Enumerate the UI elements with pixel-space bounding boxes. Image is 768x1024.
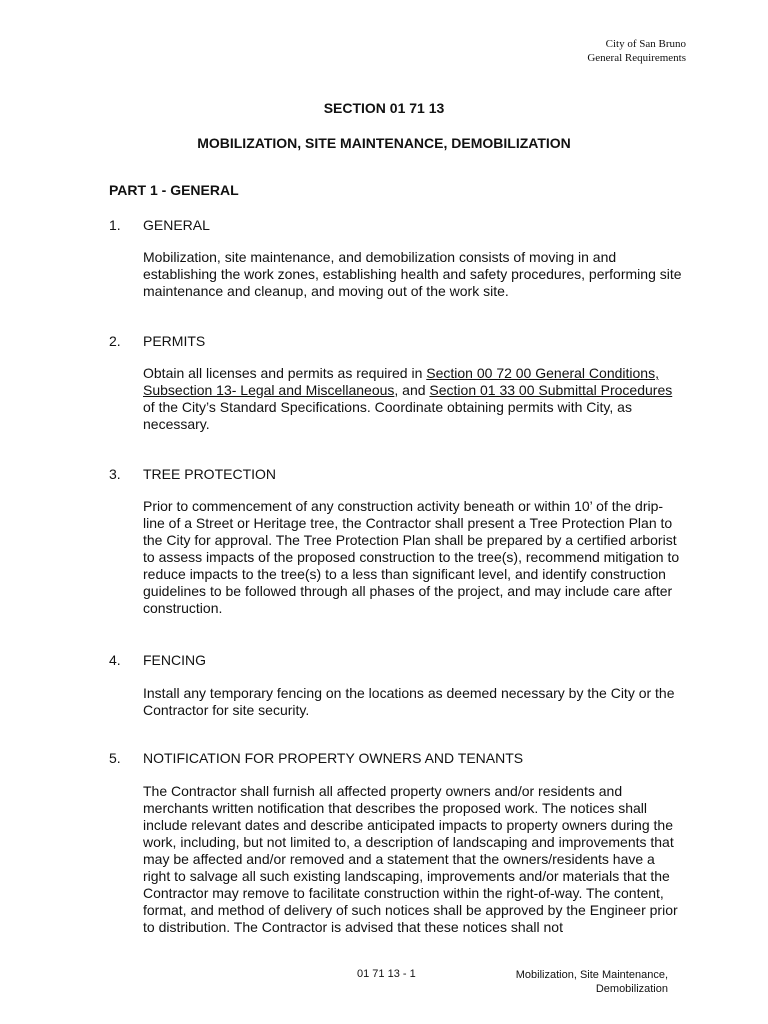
item-title: TREE PROTECTION bbox=[143, 466, 277, 482]
item-title: FENCING bbox=[143, 652, 206, 668]
item-number: 3. bbox=[109, 466, 121, 482]
permits-text-c: of the City’s Standard Specifications. Coordinate obtaining permits with City, as necessary. bbox=[143, 399, 632, 432]
item-heading-notification bbox=[109, 750, 523, 766]
item-title: GENERAL bbox=[143, 217, 210, 233]
footer-title-line1: Mobilization, Site Maintenance, bbox=[515, 969, 668, 981]
item-heading-tree-protection bbox=[109, 466, 276, 482]
item-heading-general bbox=[109, 217, 210, 233]
permits-text-a: Obtain all licenses and permits as required in bbox=[143, 365, 427, 381]
item-number: 2. bbox=[109, 333, 121, 349]
item-paragraph-notification: The Contractor shall furnish all affected property owners and/or residents and merchants written notification that describes the proposed work. The notices shall include relevant dates and describe anticipated impacts to property owners during the work, including, but not limited to, a description of landscaping and improvements that may be affected and/or removed and a statement that the owners/residents have a right to salvage all such existing landscaping, improvements and/or materials that the Contractor may remove to facilitate construction within the right-of-way. The content, format, and method of delivery of such notices shall be approved by the Engineer prior to distribution. The Contractor is advised that these notices shall not bbox=[143, 783, 678, 935]
footer-section-code: 01 71 13 - 1 bbox=[357, 968, 416, 980]
header-subtitle: General Requirements bbox=[587, 52, 686, 64]
general-conditions-link[interactable]: Section 00 72 00 General Conditions, Subsection 13- Legal and Miscellaneous bbox=[143, 365, 659, 398]
header-city: City of San Bruno bbox=[605, 38, 686, 50]
item-paragraph-general: Mobilization, site maintenance, and demobilization consists of moving in and establishing the work zones, establishing health and safety procedures, performing site maintenance and cleanup, and moving out of the work site. bbox=[143, 249, 682, 299]
section-title: MOBILIZATION, SITE MAINTENANCE, DEMOBILIZATION bbox=[197, 135, 571, 151]
section-number: SECTION 01 71 13 bbox=[323, 100, 445, 116]
submittal-procedures-link[interactable]: Section 01 33 00 Submittal Procedures bbox=[429, 382, 673, 398]
page-header bbox=[587, 37, 686, 65]
item-number: 1. bbox=[109, 217, 121, 233]
item-paragraph-fencing: Install any temporary fencing on the locations as deemed necessary by the City or the Contractor for site security. bbox=[143, 685, 675, 718]
item-title: PERMITS bbox=[143, 333, 206, 349]
item-paragraph-tree-protection: Prior to commencement of any construction activity beneath or within 10’ of the drip-line of a Street or Heritage tree, the Contractor shall present a Tree Protection Plan to the City for approval. The Tree Protection Plan shall be prepared by a certified arborist to assess impacts of the proposed construction to the tree(s), recommend mitigation to reduce impacts to the tree(s) to a less than significant level, and identify construction guidelines to be followed through all phases of the project, and may include care after construction. bbox=[143, 498, 680, 616]
item-paragraph-permits bbox=[143, 365, 683, 433]
part-heading: PART 1 - GENERAL bbox=[109, 182, 239, 198]
footer-section-title bbox=[516, 968, 668, 996]
item-heading-permits bbox=[109, 333, 205, 349]
item-heading-fencing bbox=[109, 652, 206, 668]
permits-text-b: , and bbox=[394, 382, 430, 398]
item-title: NOTIFICATION FOR PROPERTY OWNERS AND TENANTS bbox=[143, 750, 524, 766]
footer-title-line2: Demobilization bbox=[595, 983, 668, 995]
item-number: 4. bbox=[109, 652, 121, 668]
item-number: 5. bbox=[109, 750, 121, 766]
